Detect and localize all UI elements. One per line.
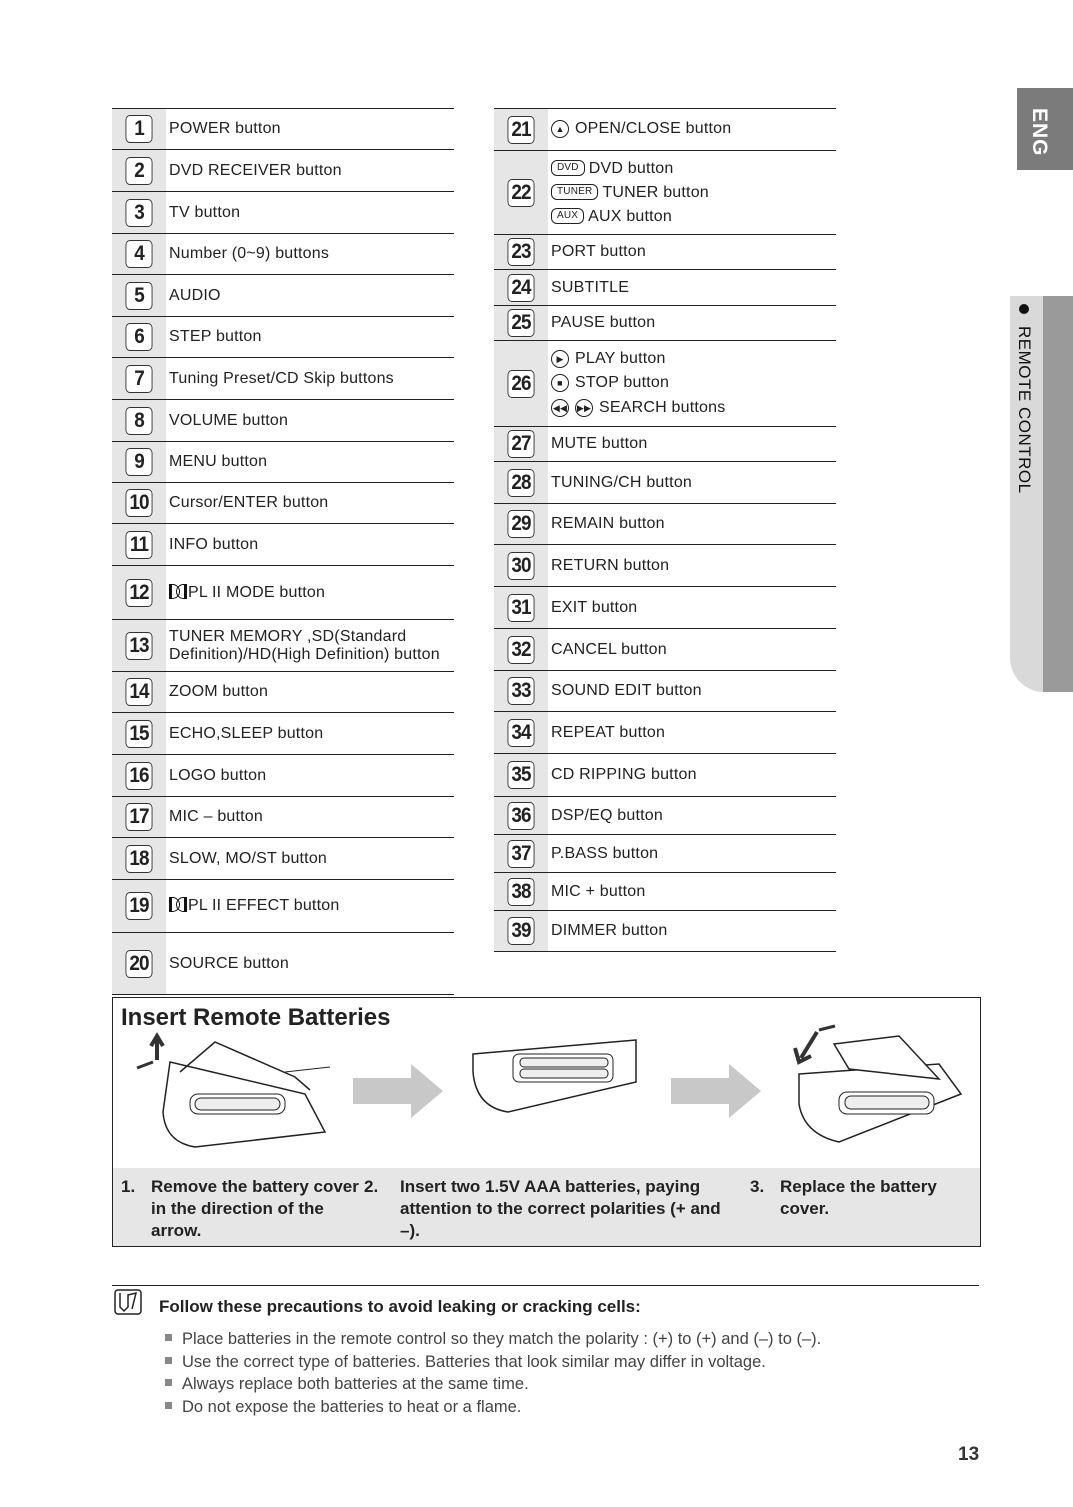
section-tab	[1014, 304, 1034, 494]
bullet-icon	[165, 1379, 172, 1386]
table-row	[112, 797, 454, 838]
button-number-cell	[494, 629, 548, 671]
note-item: Use the correct type of batteries. Batteries that look similar may differ in voltage.	[165, 1353, 821, 1376]
table-row	[494, 671, 836, 712]
button-label: Cursor/ENTER button	[166, 483, 454, 524]
button-number-cell	[494, 671, 548, 712]
button-number-cell	[494, 341, 548, 427]
button-number-cell	[494, 151, 548, 235]
button-label: EXIT button	[548, 587, 836, 629]
button-number-cell	[494, 754, 548, 797]
button-number-cell	[112, 755, 166, 797]
table-row	[494, 235, 836, 270]
replace-cover-illustration	[789, 1024, 969, 1144]
note-item: Do not expose the batteries to heat or a flame.	[165, 1398, 821, 1421]
button-number: 34	[508, 719, 535, 747]
button-label: POWER button	[166, 109, 454, 150]
button-number-cell	[112, 275, 166, 317]
button-number-cell	[112, 566, 166, 620]
button-label: DIMMER button	[548, 911, 836, 952]
button-number-cell	[112, 713, 166, 755]
button-number: 23	[508, 238, 535, 266]
note-heading: Follow these precautions to avoid leaking or cracking cells:	[159, 1297, 641, 1316]
button-label: SOURCE button	[166, 933, 454, 995]
button-number-cell	[112, 620, 166, 672]
button-number: 19	[126, 892, 153, 920]
button-label: VOLUME button	[166, 400, 454, 442]
table-row	[112, 838, 454, 880]
tuner-key-icon: TUNER	[551, 184, 598, 200]
table-row	[494, 797, 836, 835]
button-label: ▶ PLAY button ■ STOP button ◀◀ ▶▶ SEARCH buttons	[548, 341, 836, 427]
button-number: 10	[126, 489, 153, 517]
button-number: 13	[126, 632, 153, 660]
button-number: 37	[508, 840, 535, 868]
stop-icon: ■	[551, 374, 569, 392]
button-label: TV button	[166, 192, 454, 234]
table-row	[112, 620, 454, 672]
button-number-cell	[112, 400, 166, 442]
table-row	[494, 629, 836, 671]
button-number-cell	[112, 442, 166, 483]
button-label: DSP/EQ button	[548, 797, 836, 835]
button-number-cell	[112, 933, 166, 995]
button-label: ECHO,SLEEP button	[166, 713, 454, 755]
button-label: LOGO button	[166, 755, 454, 797]
button-number: 26	[508, 370, 535, 398]
button-number-cell	[494, 504, 548, 545]
button-label: CANCEL button	[548, 629, 836, 671]
insert-batteries-panel	[112, 997, 981, 1247]
button-number-cell	[112, 109, 166, 150]
button-label: DVD DVD button TUNER TUNER button AUX AUX button	[548, 151, 836, 235]
button-number: 29	[508, 510, 535, 538]
bullet-icon	[165, 1402, 172, 1409]
button-label: TUNING/CH button	[548, 462, 836, 504]
table-row	[494, 712, 836, 754]
button-number: 30	[508, 552, 535, 580]
button-number: 24	[508, 274, 535, 302]
button-number: 25	[508, 309, 535, 337]
button-number: 39	[508, 917, 535, 945]
table-row	[494, 835, 836, 873]
button-number-cell	[112, 838, 166, 880]
button-label: Tuning Preset/CD Skip buttons	[166, 358, 454, 400]
bullet-icon	[1019, 304, 1029, 314]
button-number-cell	[112, 524, 166, 566]
table-row	[494, 873, 836, 911]
button-label: PAUSE button	[548, 306, 836, 341]
button-number: 12	[126, 579, 153, 607]
note-icon	[114, 1289, 144, 1322]
button-number: 36	[508, 802, 535, 830]
eject-icon: ▲	[551, 120, 569, 138]
button-list-right	[494, 108, 836, 952]
table-row	[112, 524, 454, 566]
button-label: MENU button	[166, 442, 454, 483]
button-label: REPEAT button	[548, 712, 836, 754]
button-number: 14	[126, 678, 153, 706]
button-label: MIC – button	[166, 797, 454, 838]
button-number: 28	[508, 469, 535, 497]
button-number: 7	[126, 365, 153, 393]
table-row	[494, 545, 836, 587]
button-number-cell	[112, 880, 166, 933]
button-label: Number (0~9) buttons	[166, 234, 454, 275]
button-number-cell	[494, 427, 548, 462]
button-number: 18	[126, 845, 153, 873]
button-label: P.BASS button	[548, 835, 836, 873]
button-label: SLOW, MO/ST button	[166, 838, 454, 880]
button-number: 22	[508, 179, 535, 207]
table-row	[112, 275, 454, 317]
table-row	[494, 270, 836, 306]
table-row	[494, 587, 836, 629]
section-tab-bar	[1043, 296, 1073, 692]
button-label: INFO button	[166, 524, 454, 566]
button-number-cell	[112, 483, 166, 524]
button-number-cell	[494, 235, 548, 270]
dolby-logo-icon	[169, 584, 187, 599]
table-row	[494, 754, 836, 797]
table-row	[112, 566, 454, 620]
button-number: 31	[508, 594, 535, 622]
table-row	[112, 713, 454, 755]
button-number-cell	[494, 306, 548, 341]
panel-title: Insert Remote Batteries	[121, 1004, 391, 1031]
button-number: 21	[508, 116, 535, 144]
button-number: 8	[126, 407, 153, 435]
button-number-cell	[494, 587, 548, 629]
button-number: 33	[508, 677, 535, 705]
button-label: PL II EFFECT button	[166, 880, 454, 933]
button-number: 20	[126, 950, 153, 978]
button-label: ▲ OPEN/CLOSE button	[548, 109, 836, 151]
table-row	[112, 150, 454, 192]
button-list-left	[112, 108, 454, 995]
button-number: 6	[126, 323, 153, 351]
button-number: 17	[126, 803, 153, 831]
button-label: STEP button	[166, 317, 454, 358]
bullet-icon	[165, 1334, 172, 1341]
table-row	[494, 427, 836, 462]
button-number-cell	[494, 109, 548, 151]
button-number-cell	[112, 797, 166, 838]
button-label: ZOOM button	[166, 672, 454, 713]
button-number-cell	[494, 873, 548, 911]
button-number: 32	[508, 636, 535, 664]
button-number: 9	[126, 448, 153, 476]
table-row	[494, 462, 836, 504]
table-row	[112, 234, 454, 275]
bullet-icon	[165, 1357, 172, 1364]
button-number-cell	[112, 150, 166, 192]
button-number: 1	[126, 115, 153, 143]
note-item: Place batteries in the remote control so they match the polarity : (+) to (+) and (–) to (–).	[165, 1330, 821, 1353]
button-label: RETURN button	[548, 545, 836, 587]
battery-steps: 1. Remove the battery cover in the direction of the arrow. 2. Insert two 1.5V AAA batteries, paying attention to the correct polarities (+ and –). 3. Replace the battery cover.	[113, 1168, 980, 1246]
button-label: DVD RECEIVER button	[166, 150, 454, 192]
fast-forward-icon: ▶▶	[575, 399, 593, 417]
button-number: 16	[126, 762, 153, 790]
table-row	[494, 109, 836, 151]
table-row	[112, 109, 454, 150]
table-row	[112, 358, 454, 400]
button-number-cell	[494, 545, 548, 587]
button-label: PORT button	[548, 235, 836, 270]
button-number-cell	[112, 672, 166, 713]
button-number-cell	[112, 317, 166, 358]
remove-cover-illustration	[135, 1032, 335, 1152]
button-number-cell	[494, 462, 548, 504]
page-number: 13	[958, 1444, 980, 1465]
button-number-cell	[494, 911, 548, 952]
button-number-cell	[112, 192, 166, 234]
button-number: 27	[508, 430, 535, 458]
table-row	[494, 151, 836, 235]
button-number: 3	[126, 199, 153, 227]
play-icon: ▶	[551, 350, 569, 368]
button-number-cell	[494, 712, 548, 754]
button-label: TUNER MEMORY ,SD(Standard Definition)/HD(High Definition) button	[166, 620, 454, 672]
button-number-cell	[494, 835, 548, 873]
button-number-cell	[494, 797, 548, 835]
button-number: 11	[126, 531, 153, 559]
note-list	[165, 1330, 821, 1421]
button-number: 35	[508, 761, 535, 789]
language-tab: ENG	[1017, 88, 1073, 170]
table-row	[112, 672, 454, 713]
arrow-right-icon	[353, 1064, 443, 1123]
button-number: 15	[126, 720, 153, 748]
rewind-icon: ◀◀	[551, 399, 569, 417]
insert-batteries-illustration	[468, 1032, 648, 1122]
divider	[112, 1285, 979, 1286]
section-tab-label: REMOTE CONTROL	[1015, 326, 1034, 494]
table-row	[112, 880, 454, 933]
button-label: AUDIO	[166, 275, 454, 317]
table-row	[494, 341, 836, 427]
button-label: SOUND EDIT button	[548, 671, 836, 712]
table-row	[112, 755, 454, 797]
table-row	[494, 306, 836, 341]
table-row	[112, 400, 454, 442]
table-row	[494, 911, 836, 952]
table-row	[112, 192, 454, 234]
dvd-key-icon: DVD	[551, 160, 585, 176]
button-label: MUTE button	[548, 427, 836, 462]
table-row	[112, 317, 454, 358]
button-number: 4	[126, 240, 153, 268]
table-row	[112, 442, 454, 483]
aux-key-icon: AUX	[551, 208, 584, 224]
button-number-cell	[112, 358, 166, 400]
button-label: MIC + button	[548, 873, 836, 911]
dolby-logo-icon	[169, 897, 187, 912]
button-label: SUBTITLE	[548, 270, 836, 306]
button-label: REMAIN button	[548, 504, 836, 545]
table-row	[112, 483, 454, 524]
button-number: 5	[126, 282, 153, 310]
arrow-right-icon	[671, 1064, 761, 1123]
button-label: CD RIPPING button	[548, 754, 836, 797]
button-label: PL II MODE button	[166, 566, 454, 620]
table-row	[112, 933, 454, 995]
button-number-cell	[112, 234, 166, 275]
table-row	[494, 504, 836, 545]
button-number: 2	[126, 157, 153, 185]
note-item: Always replace both batteries at the same time.	[165, 1375, 821, 1398]
button-number: 38	[508, 878, 535, 906]
button-number-cell	[494, 270, 548, 306]
